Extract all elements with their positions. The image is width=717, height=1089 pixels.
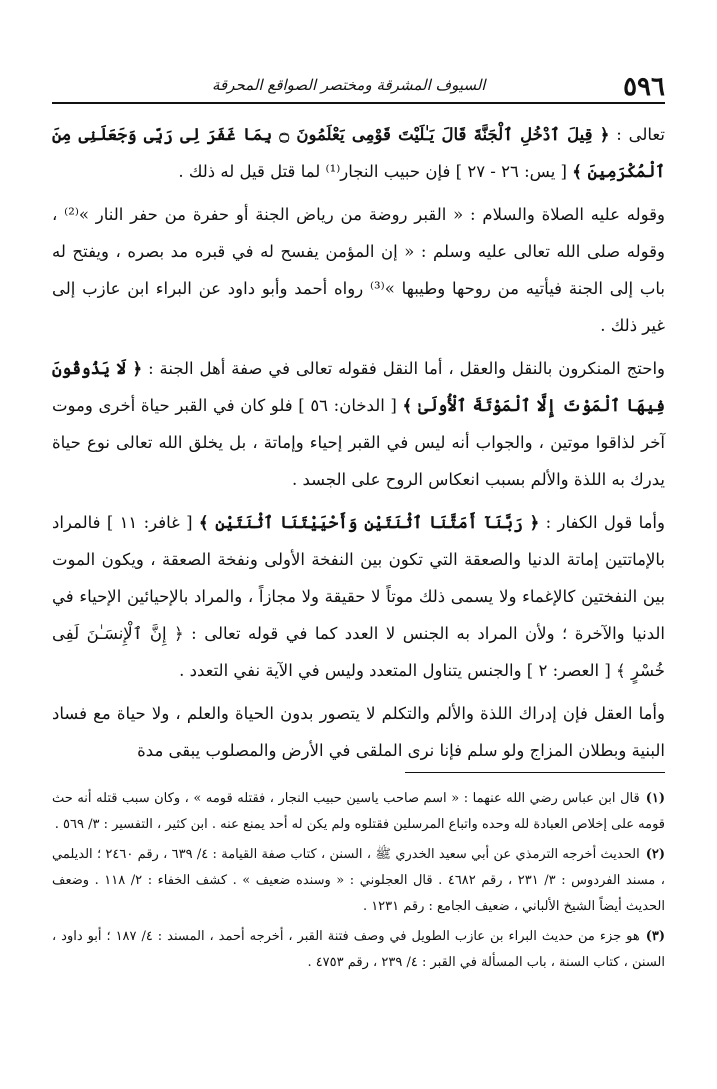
paragraph	[52, 196, 665, 344]
quran-verse: ﴿ قِيلَ ٱدْخُلِ ٱلْجَنَّةَ قَالَ يَـٰلَيْتَ قَوْمِى يَعْلَمُونَ ۝ بِمَا غَفَرَ لِى رَبِّى وَجَعَلَنِى مِنَ ٱلْمُكْرَمِينَ ﴾	[52, 125, 665, 181]
quran-verse: ﴿ لَا يَذُوقُونَ فِيهَا ٱلْمَوْتَ إِلَّا ٱلْمَوْتَةَ ٱلْأُولَىٰ ﴾	[52, 359, 665, 415]
main-text	[52, 116, 665, 775]
footnote-number: (١)	[645, 791, 665, 806]
footnote-text: قال ابن عباس رضي الله عنهما : « اسم صاحب ياسين حبيب النجار ، فقتله قومه » ، وكان سبب قتله أنه حث قومه على إخلاص العبادة لله وحده واتباع المرسلين فقتلوه ولم يكن له أحد يمنع عنه . ابن كثير ، التفسير : ٣/ ٥٦٩ .	[52, 791, 665, 832]
footnote-text: هو جزء من حديث البراء بن عازب الطويل في وصف فتنة القبر ، أخرجه أحمد ، المسند : ٤/ ١٨٧ ؛ أبو داود ، السنن ، كتاب السنة ، باب المسألة في القبر : ٤/ ٢٣٩ ، رقم ٤٧٥٣ .	[52, 929, 665, 970]
footnote-text: الحديث أخرجه الترمذي عن أبي سعيد الخدري ﷺ ، السنن ، كتاب صفة القيامة : ٤/ ٦٣٩ ، رقم ٢٤٦٠ ؛ الديلمي ، مسند الفردوس : ٣/ ٢٣١ ، رقم ٤٦٨٢ . قال العجلوني : « وسنده ضعيف » . كشف الخفاء : ٢/ ١١٨ . وضعف الحديث أيضاً الشيخ الألباني ، ضعيف الجامع : رقم ١٢٣١ .	[52, 847, 665, 914]
paragraph	[52, 350, 665, 498]
footnote-number: (٣)	[645, 929, 665, 944]
text-run: [ الدخان: ٥٦ ] فلو كان في القبر حياة أخرى وموت آخر لذاقوا موتين ، والجواب أنه ليس في القبر إحياء وإماتة ، بل يخلق الله تعالى نوع حياة يدرك به اللذة والألم بسبب انعكاس الروح على الجسد .	[52, 396, 665, 489]
text-run: تعالى :	[609, 125, 665, 144]
footnotes	[52, 786, 665, 980]
page-header	[52, 66, 665, 106]
footnote	[52, 786, 665, 838]
paragraph	[52, 504, 665, 689]
running-title: السيوف المشرقة ومختصر الصواقع المحرقة	[212, 76, 486, 94]
footnote	[52, 924, 665, 976]
text-run: وقوله عليه الصلاة والسلام : « القبر روضة من رياض الجنة أو حفرة من حفر النار »⁽²⁾ ، وقوله صلى الله تعالى عليه وسلم : « إن المؤمن يفسح له في قبره مد بصره ، ويفتح له باب إلى الجنة فيأتيه من روحها وطيبها »⁽³⁾ رواه أحمد وأبو داود عن البراء ابن عازب إلى غير ذلك .	[52, 205, 665, 335]
text-run: [ يس: ٢٦ - ٢٧ ] فإن حبيب النجار⁽¹⁾ لما قتل قيل له ذلك .	[178, 162, 573, 181]
text-run: [ غافر: ١١ ] فالمراد بالإماتتين إماتة الدنيا والصعقة التي تكون بين النفخة الأولى ونفخة الصعقة ، ويكون الموت بين النفختين كالإغماء ولا يسمى ذلك موتاً لا حقيقة ولا مجازاً ، والمراد بالإحيائين الإحياء في الدنيا والآخرة ؛ ولأن المراد به الجنس لا العدد كما في قوله تعالى : ﴿ إِنَّ ٱلْإِنسَـٰنَ لَفِى خُسْرٍ ﴾ [ العصر: ٢ ] والجنس يتناول المتعدد وليس في الآية نفي التعدد .	[52, 513, 665, 680]
page-number: ٥٩٦	[623, 72, 665, 102]
paragraph	[52, 695, 665, 769]
footnote	[52, 842, 665, 920]
footnote-number: (٢)	[645, 847, 665, 862]
quran-verse: ﴿ رَبَّنَآ أَمَتَّنَا ٱثْنَتَيْنِ وَأَحْيَيْتَنَا ٱثْنَتَيْنِ ﴾	[198, 513, 540, 532]
paragraph	[52, 116, 665, 190]
header-divider	[52, 102, 665, 104]
text-run: وأما العقل فإن إدراك اللذة والألم والتكلم لا يتصور بدون الحياة والعلم ، ولا حياة مع فساد البنية وبطلان المزاج ولو سلم فإنا نرى الملقى في الأرض والمصلوب يبقى مدة	[52, 704, 665, 760]
footnote-divider	[405, 772, 665, 773]
text-run: وأما قول الكفار :	[539, 513, 665, 532]
text-run: واحتج المنكرون بالنقل والعقل ، أما النقل فقوله تعالى في صفة أهل الجنة :	[142, 359, 666, 378]
